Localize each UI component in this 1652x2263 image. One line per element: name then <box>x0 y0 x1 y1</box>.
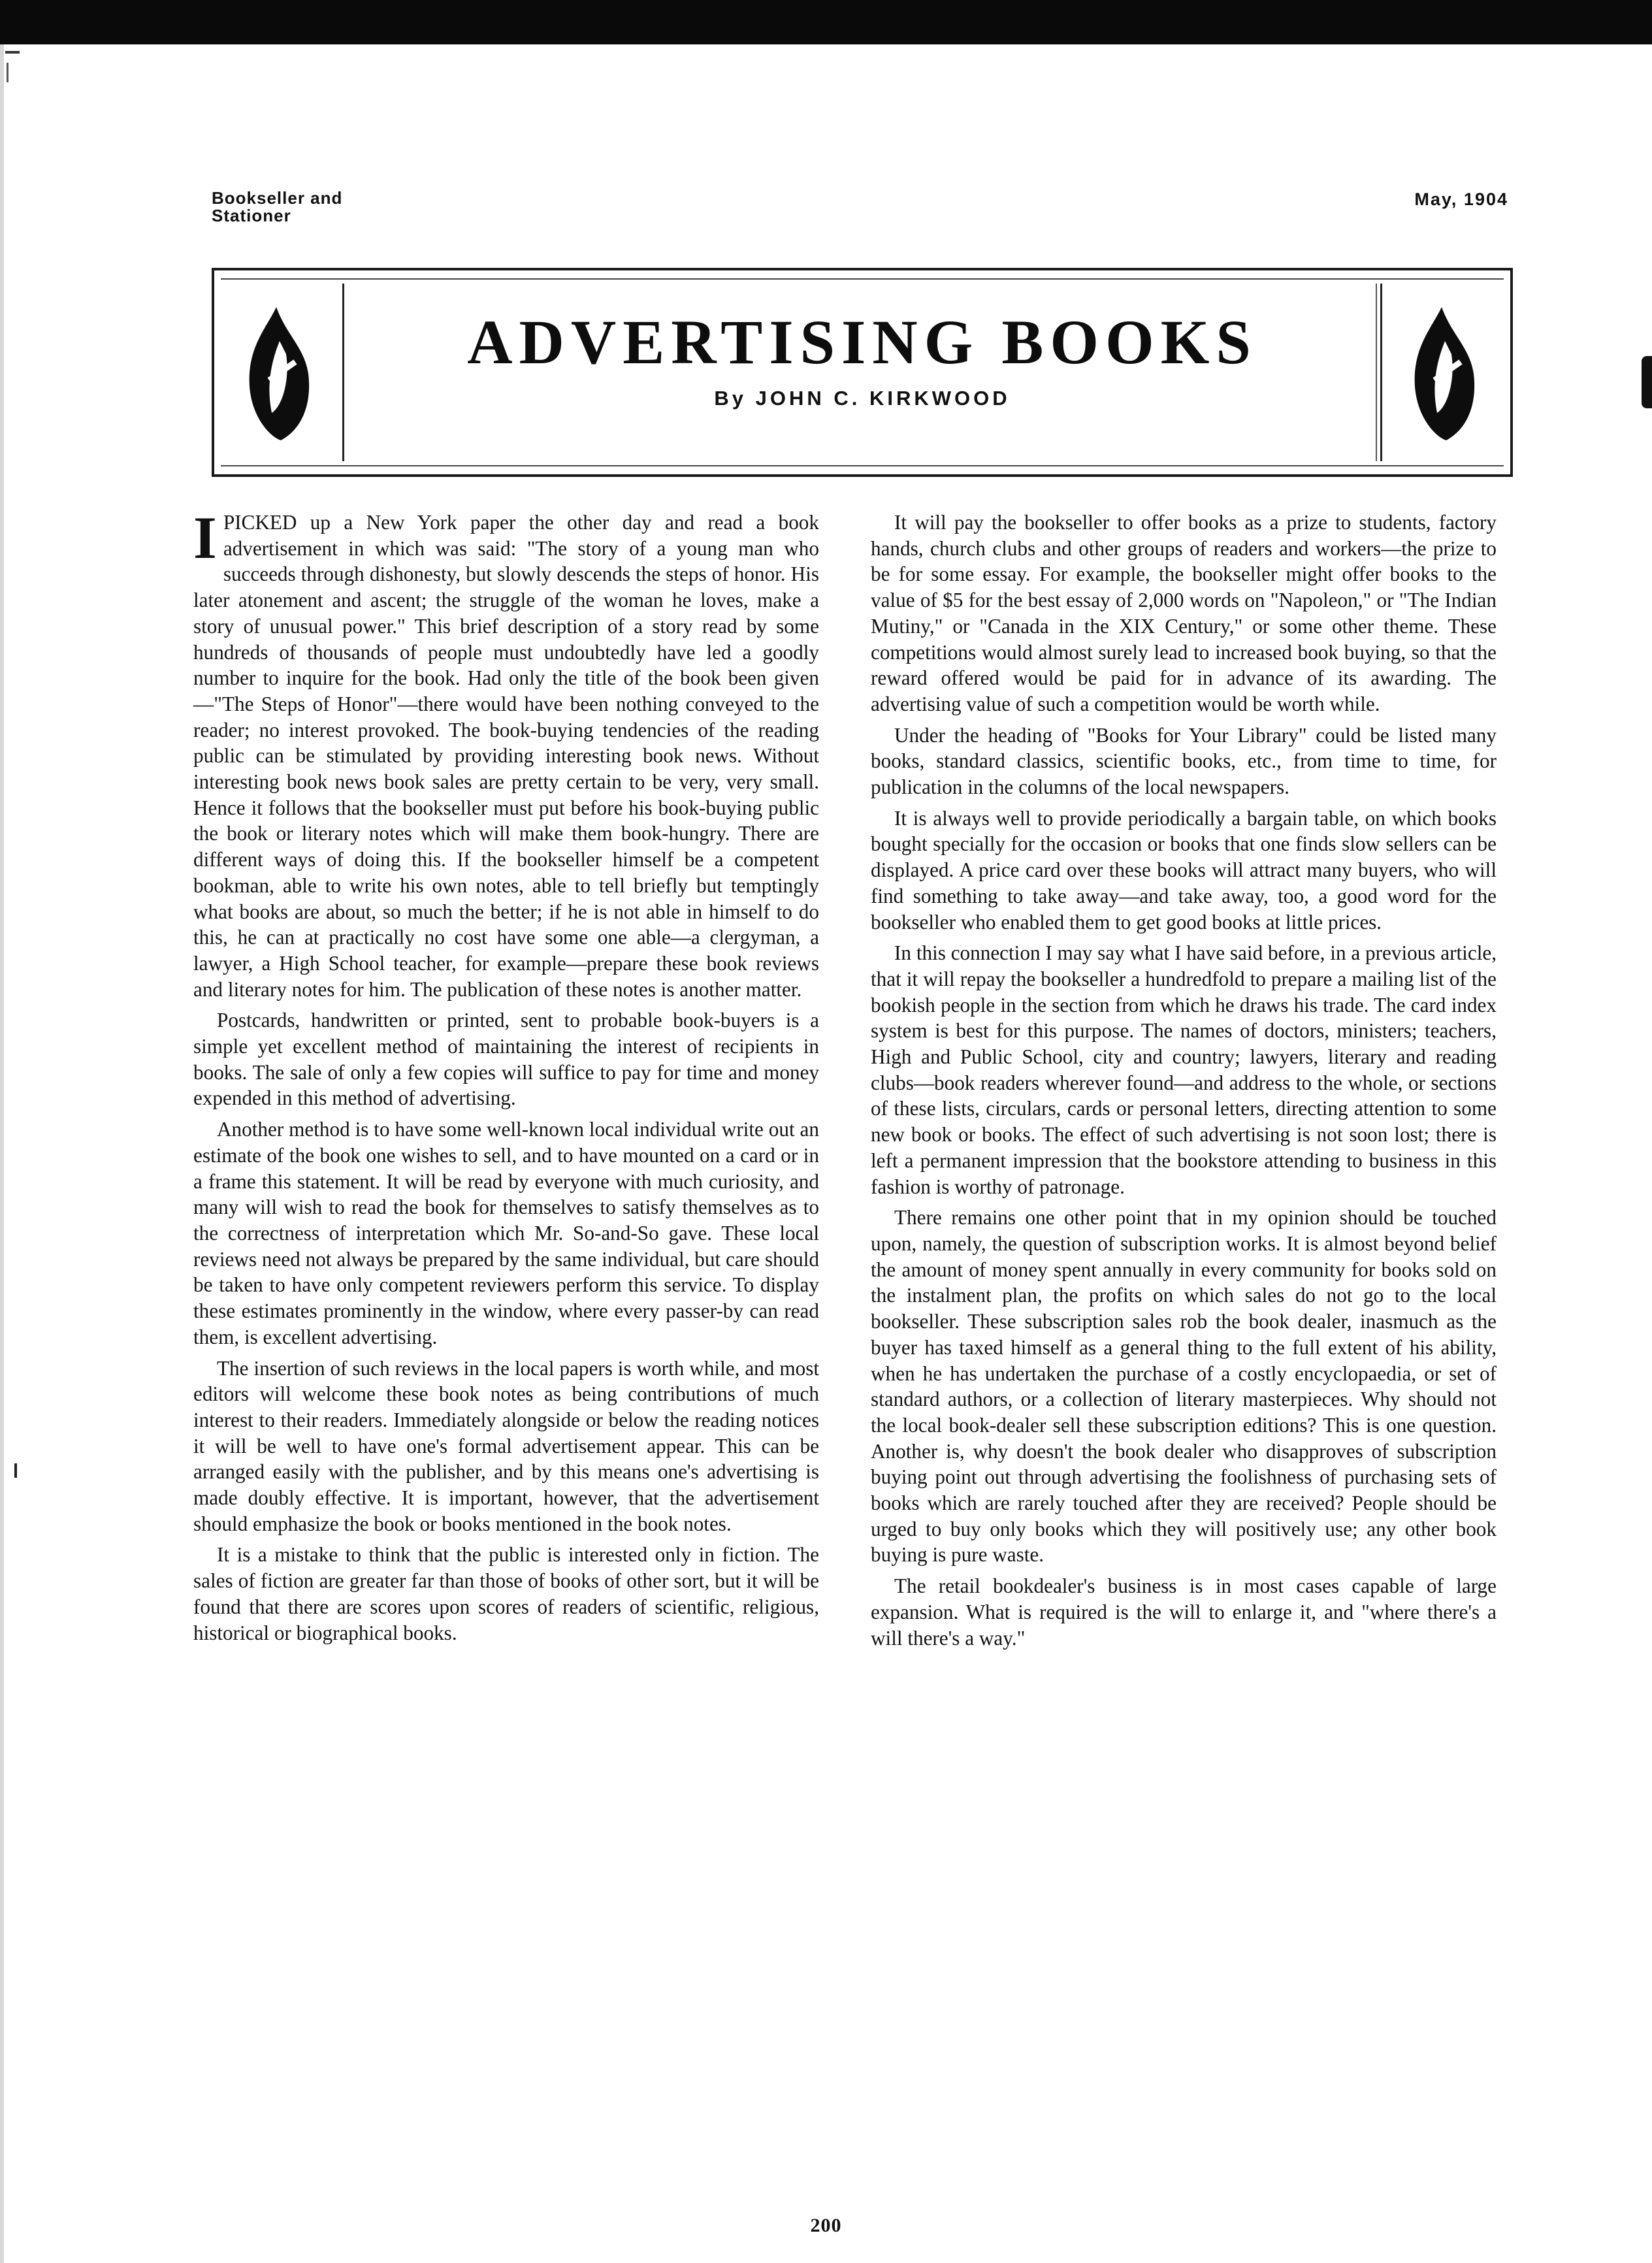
right-column <box>871 510 1497 1656</box>
scan-artifact <box>7 63 14 82</box>
running-head-date: May, 1904 <box>1414 189 1508 209</box>
paragraph: The insertion of such reviews in the local papers is worth while, and most editors will welcome these book notes as being contributions of much interest to their readers. Immediately alongside or below the reading notices it will be well to have one's formal advertisement appear. This can be arranged easily with the publisher, and by this means one's advertising is made doubly effective. It is important, however, that the advertisement should emphasize the book or books mentioned in the book notes. <box>193 1356 819 1535</box>
running-head-publication: Bookseller and Stationer <box>212 188 343 225</box>
scan-top-border <box>0 0 1652 44</box>
paragraph: Under the heading of "Books for Your Library" could be listed many books, standard classics, scientific books, etc., from time to time, for publication in the columns of the local newspapers. <box>871 723 1497 799</box>
paragraph: There remains one other point that in my opinion should be touched upon, namely, the question of subscription works. It is almost beyond belief the amount of money spent annually in every community for books sold on the instalment plan, the profits on which sales do not go to the local bookseller. These subscription sales rob the book dealer, inasmuch as the buyer has taxed himself as a general thing to the full extent of his ability, when he has undertaken the purchase of a costly encyclopaedia, or set of standard authors, or a collection of literary masterpieces. Why should not the local book-dealer sell these subscription editions? This is one question. Another is, why doesn't the book dealer who disapproves of subscription buying point out through advertising the foolishness of purchasing sets of books which are rarely touched after they are received? People should be urged to buy only books which they will positively use; any other book buying is pure waste. <box>871 1206 1497 1567</box>
paragraph: The retail bookdealer's business is in most cases capable of large expansion. What is required is the will to enlarge it, and "where there's a will there's a way." <box>871 1574 1497 1650</box>
paragraph: It is always well to provide periodically a bargain table, on which books bought specially for the occasion or books that one finds slow sellers can be displayed. A price card over these books will attract many buyers, who will find something to take away—and take away, too, a good word for the bookseller who enabled them to get good books at little prices. <box>871 806 1497 934</box>
page-number: 200 <box>810 2215 842 2236</box>
scan-artifact <box>5 51 20 54</box>
scan-artifact <box>14 1463 17 1478</box>
article-byline: By JOHN C. KIRKWOOD <box>714 387 1011 410</box>
paragraph: In this connection I may say what I have said before, in a previous article, that it will repay the bookseller a hundredfold to prepare a mailing list of the bookish people in the section from which he draws his trade. The card index system is best for this purpose. The names of doctors, ministers; teachers, High and Public School, city and country; lawyers, literary and reading clubs—book readers wherever found—and address to the whole, or sections of these lists, circulars, cards or personal letters, directing attention to some new book or books. The effect of such advertising is not soon lost; there is left a permanent impression that the bookstore attending to business in this fashion is worthy of patronage. <box>871 941 1497 1198</box>
title-banner <box>212 268 1513 477</box>
paragraph: Another method is to have some well-known local individual write out an estimate of the book one wishes to sell, and to have mounted on a card or in a frame this statement. It will be read by everyone with much curiosity, and many will wish to read the book for themselves to satisfy themselves as to the correctness of interpretation which Mr. So-and-So gave. These local reviews need not always be prepared by the same individual, but care should be taken to have only competent reviewers perform this service. To display these estimates prominently in the window, where every passer-by can read them, is excellent advertising. <box>193 1118 819 1348</box>
paragraph: IPICKED up a New York paper the other day and read a book advertisement in which was said: "The story of a young man who succeeds through dishonesty, but slowly descends the steps of honor. His later atonement and ascent; the struggle of the woman he loves, make a story of unusual power." This brief description of a story read by some hundreds of thousands of people must undoubtedly have led a goodly number to inquire for the book. Had only the title of the book been given—"The Steps of Honor"—there would have been nothing conveyed to the reader; no interest provoked. The book-buying tendencies of the reading public can be stimulated by providing interesting book news. Without interesting book news book sales are pretty certain to be very, very small. Hence it follows that the bookseller must put before his book-buying public the book or literary notes which will make them book-hungry. There are different ways of doing this. If the bookseller himself be a competent bookman, able to write his own notes, able to tell briefly but temptingly what books are about, so much the better; if he is not able in himself to do this, he can at practically no cost have some one able—a clergyman, a lawyer, a High School teacher, for example—prepare these book reviews and literary notes for him. The publication of these notes is another matter. <box>193 504 819 1001</box>
article-title: ADVERTISING BOOKS <box>467 307 1257 377</box>
paragraph: Postcards, handwritten or printed, sent to probable book-buyers is a simple yet excellent method of maintaining the interest of recipients in books. The sale of only a few copies will suffice to pay for time and money expended in this method of advertising. <box>193 1009 819 1110</box>
paragraph: It will pay the bookseller to offer books as a prize to students, factory hands, church clubs and other groups of readers and workers—the prize to be for some essay. For example, the bookseller might offer books to the value of $5 for the best essay of 2,000 words on "Napoleon," or "The Indian Mutiny," or "Canada in the XIX Century," or some other theme. These competitions would almost surely lead to increased book buying, so that the reward offered would be paid for in advance of its awarding. The advertising value of such a competition would be worth while. <box>871 511 1497 715</box>
scan-artifact <box>1642 356 1652 408</box>
left-column <box>193 504 819 1651</box>
drop-cap: I <box>193 504 217 571</box>
paragraph: It is a mistake to think that the public is interested only in fiction. The sales of fiction are greater far than those of books of other sort, but it will be found that there are scores upon scores of readers of scientific, religious, historical or biographical books. <box>193 1543 819 1644</box>
scan-left-edge <box>0 44 4 2263</box>
